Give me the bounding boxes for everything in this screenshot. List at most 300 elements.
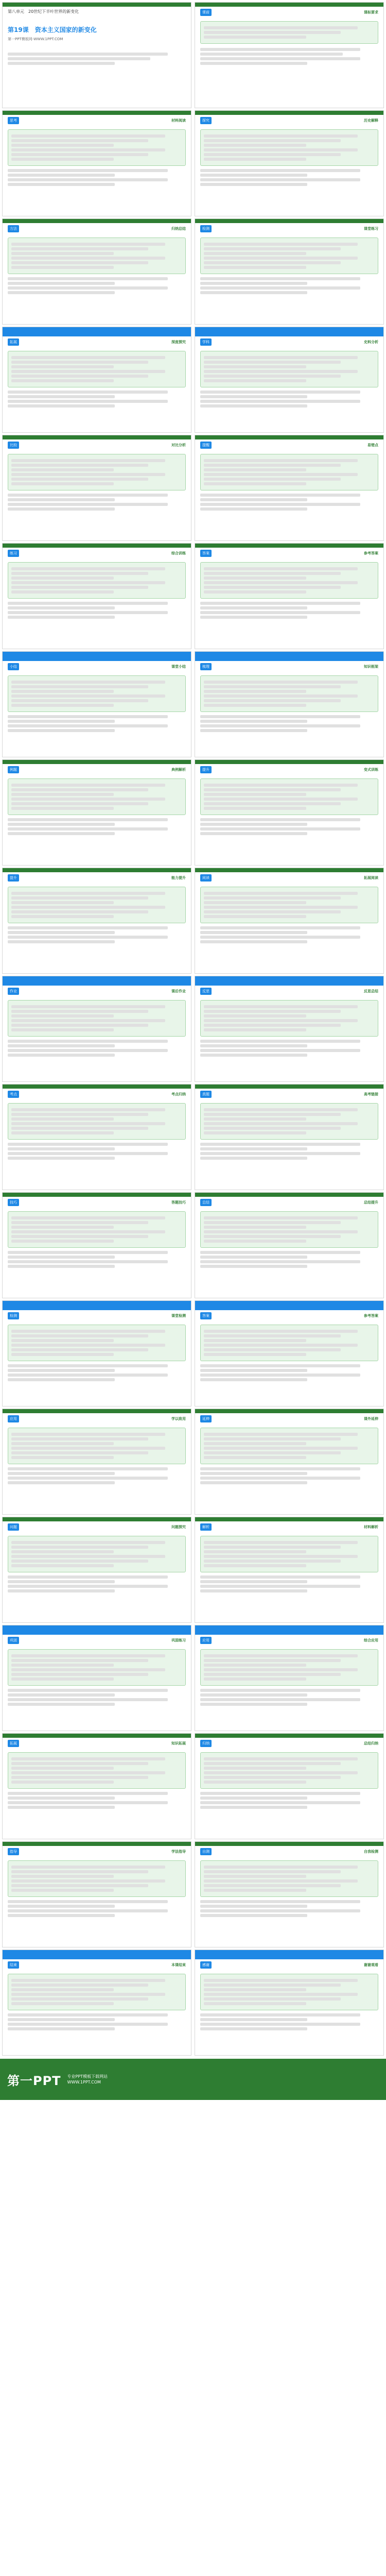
text-line [11,1673,148,1676]
text-line [200,183,307,186]
content-box [8,1536,186,1572]
text-line [200,57,360,60]
slide-badge: 自测 [200,1848,212,1855]
content-box [8,1649,186,1686]
slide-left [2,759,191,866]
text-line [204,690,306,693]
text-line [11,468,114,471]
top-bar [195,652,383,661]
text-line [204,590,306,594]
text-line [204,685,341,688]
slide-title: 课堂练习 [364,227,378,231]
text-line [8,2013,168,2016]
text-line [11,1866,165,1869]
text-line [8,1054,115,1057]
text-line [11,139,148,142]
text-line [204,1005,358,1008]
text-line [8,391,168,394]
text-line [200,62,307,65]
content-box [200,1211,378,1248]
more-lines [200,1575,378,1592]
slide-title: 知识框架 [364,665,378,669]
content-box [200,1325,378,1361]
text-line [8,606,115,609]
content-box [200,238,378,274]
slide-content [3,234,191,299]
more-lines [200,1040,378,1057]
slide-badge: 思考 [8,117,19,124]
slide-row [0,1515,386,1623]
slide-content [195,1971,383,2035]
text-line [8,1049,168,1052]
text-line [11,148,165,151]
text-line [11,1216,165,1219]
text-line [11,906,165,909]
text-line [204,892,358,895]
text-line [11,1330,165,1333]
slide-left [2,327,191,433]
slide-hdr [195,1413,383,1425]
top-bar [3,219,191,223]
text-line [200,1152,360,1155]
slide-hdr [3,7,191,16]
overview-badge: 课前 [200,9,212,16]
content-box [200,129,378,166]
text-line [11,356,165,359]
content-box [200,1536,378,1572]
slide-badge: 技巧 [8,1199,19,1206]
top-bar [3,1301,191,1310]
text-line [11,581,165,584]
slide-hdr [195,7,383,18]
more-lines [8,1467,186,1484]
text-line [11,798,165,801]
text-line [204,1131,306,1134]
text-line [200,715,360,718]
text-line [11,1984,148,1987]
text-line [204,1348,341,1351]
slide-content [195,18,383,70]
text-line [200,1481,307,1484]
text-line [8,602,168,605]
slide-title: 总结归纳 [364,1741,378,1745]
text-line [200,1905,307,1908]
text-line [204,26,358,29]
text-line [204,577,306,580]
more-lines [200,494,378,511]
slide-content [195,1749,383,1814]
placeholder-lines [200,48,378,65]
text-line [11,252,114,255]
slide-badge: 应用 [8,1415,19,1422]
text-line [8,1157,115,1160]
text-line [204,1654,358,1657]
text-line [11,1226,114,1229]
text-line [11,1776,148,1779]
slide-hdr [195,336,383,348]
text-line [204,910,341,913]
slide-badge: 作业 [8,988,19,995]
text-line [204,704,306,707]
text-line [200,2018,307,2021]
top-bar [3,544,191,548]
text-line [11,1117,114,1121]
text-line [200,1054,307,1057]
slide-badge: 梳理 [200,663,212,670]
text-line [204,464,341,467]
text-line [8,1143,168,1146]
slide-right [195,868,384,974]
slide-title: 材料阅读 [171,118,186,123]
text-line [204,1113,341,1116]
slide-badge: 考点 [8,1091,19,1098]
text-line [204,1226,306,1229]
text-line [204,1127,341,1130]
text-line [11,1541,165,1544]
text-line [8,1689,168,1692]
more-lines [200,1792,378,1809]
top-bar [195,111,383,115]
text-line [11,134,165,138]
slide-badge: 总结 [200,1199,212,1206]
more-lines [8,818,186,835]
content-box [200,1752,378,1789]
slide-left [2,543,191,649]
text-line [8,1152,168,1155]
top-bar [195,1842,383,1846]
text-line [11,1762,148,1765]
more-lines [200,1251,378,1268]
text-line [8,286,168,290]
top-bar [195,868,383,872]
slide-badge: 真题 [200,1091,212,1098]
slide-badge: 拓展 [8,338,19,346]
slide-rows [0,108,386,2056]
slide-content [195,1857,383,1922]
text-line [8,395,115,398]
text-line [204,144,306,147]
slide-badge: 感谢 [200,1961,212,1969]
slide-title: 参考答案 [364,1314,378,1318]
content-box [200,1974,378,2010]
slide-row [0,1298,386,1406]
slide-left [2,651,191,757]
top-bar [3,1193,191,1197]
text-line [8,1378,115,1381]
text-line [204,1781,306,1784]
slide-title [2,2,191,108]
text-line [11,590,114,594]
text-line [11,473,165,476]
text-line [204,1541,358,1544]
text-line [200,291,307,294]
text-line [11,365,114,368]
text-line [8,404,115,408]
text-line [11,1757,165,1760]
slide-content [3,451,191,515]
text-line [11,699,148,702]
text-line [8,1585,168,1588]
text-line [8,1260,168,1263]
text-line [11,690,114,693]
text-line [200,48,360,51]
slide-hdr [3,1310,191,1321]
text-line [8,1044,115,1047]
text-line [200,1914,307,1917]
slide-left [2,868,191,974]
text-line [204,266,306,269]
text-line [8,1909,168,1912]
text-line [11,685,148,688]
top-bar [3,976,191,986]
slide-hdr [195,1635,383,1646]
text-line [200,1251,360,1254]
text-line [200,611,360,614]
text-line [204,1437,341,1440]
content-box [200,351,378,387]
text-line [204,1447,358,1450]
slide-hdr [195,1310,383,1321]
slide-hdr [195,223,383,234]
slide-hdr [3,1521,191,1533]
slide-row-header [0,0,386,108]
text-line [204,365,306,368]
text-line [11,1437,148,1440]
more-lines [200,818,378,835]
content-box [8,1103,186,1140]
text-line [200,169,360,172]
text-line [200,832,307,835]
more-lines [8,715,186,732]
text-line [204,1546,341,1549]
text-line [204,1659,341,1662]
text-line [200,1472,307,1475]
slide-left [2,218,191,325]
slide-content [3,775,191,840]
slide-right [195,327,384,433]
text-line [200,616,307,619]
slide-badge: 方法 [8,225,19,232]
text-line [204,1235,341,1238]
slide-hdr [3,1959,191,1971]
top-bar [3,652,191,661]
slide-hdr [195,115,383,126]
text-line [8,1374,168,1377]
text-line [204,1024,341,1027]
slide-row [0,216,386,325]
text-line [11,788,148,791]
text-line [11,1014,114,1018]
text-line [8,611,168,614]
top-bar [195,544,383,548]
more-lines [8,1689,186,1706]
more-lines [8,1251,186,1268]
text-line [11,257,165,260]
text-line [200,1374,360,1377]
slide-row [0,1947,386,2056]
text-line [200,1585,360,1588]
text-line [200,282,307,285]
text-line [8,1806,115,1809]
text-line [11,1113,148,1116]
slide-hdr [195,1521,383,1533]
slide-right [195,1192,384,1298]
slide-title: 课堂小结 [171,665,186,669]
slide-title: 对比分析 [171,443,186,447]
slide-right [195,435,384,541]
top-bar [3,1842,191,1846]
content-box [200,1428,378,1464]
more-lines [200,926,378,943]
text-line [8,1040,168,1043]
text-line [11,1997,148,2001]
text-line [11,572,148,575]
text-line [200,606,307,609]
text-line [204,1339,306,1342]
text-line [200,936,360,939]
text-line [11,1005,165,1008]
content-box [8,1325,186,1361]
placeholder-lines [8,53,186,65]
text-line [8,503,168,506]
text-line [11,1889,114,1892]
slide-row [0,541,386,649]
slide-hdr [3,1738,191,1749]
text-line [11,1433,165,1436]
text-line [204,1889,306,1892]
slide-row [0,1406,386,1515]
slide-title: 课外延伸 [364,1417,378,1421]
text-line [11,892,165,895]
text-line [8,1792,168,1795]
text-line [11,910,148,913]
text-line [8,1147,115,1150]
text-line [11,1659,148,1662]
slide-left [2,1950,191,2056]
top-bar [3,111,191,115]
text-line [200,818,360,821]
text-line [11,1993,165,1996]
text-line [204,1451,341,1454]
text-line [200,498,307,501]
text-line [11,567,165,570]
text-line [200,1364,360,1367]
top-bar [3,1409,191,1413]
content-box [200,562,378,599]
text-line [204,694,358,698]
text-line [200,1040,360,1043]
text-line [11,896,148,900]
text-line [204,1997,341,2001]
text-line [200,277,360,280]
text-line [204,1028,306,1031]
text-line [11,1546,148,1549]
more-lines [8,1575,186,1592]
text-line [200,1260,360,1263]
text-line [11,361,148,364]
text-line [204,1677,306,1681]
slide-title: 归纳总结 [171,227,186,231]
text-line [204,158,306,161]
slide-content [195,1646,383,1710]
footer-tag [67,2074,108,2085]
slide-content [3,1646,191,1710]
slide-title: 知识拓展 [171,1741,186,1745]
text-line [11,1339,114,1342]
slide-content [3,1208,191,1273]
slide-title: 综合训练 [171,551,186,555]
text-line [11,784,165,787]
text-line [204,681,358,684]
text-line [11,1555,165,1558]
text-line [8,1580,115,1583]
footer-line2: WWW.1PPT.COM [67,2080,101,2084]
text-line [11,1664,114,1667]
text-line [204,257,358,260]
text-line [200,1369,307,1372]
slide-hdr [3,439,191,451]
slide-badge: 应用 [200,1637,212,1644]
text-line [11,1353,114,1356]
text-line [11,1879,165,1883]
slide-content [3,1100,191,1164]
text-line [204,1988,306,1991]
text-line [200,1703,307,1706]
top-bar [3,327,191,336]
slide-left [2,976,191,1082]
slide-row [0,974,386,1082]
content-box [200,454,378,490]
text-line [8,1801,168,1804]
slide-row [0,1839,386,1947]
slide-hdr [3,986,191,997]
text-line [200,1792,360,1795]
slide-title: 本课结束 [171,1963,186,1967]
slide-right [195,1409,384,1515]
text-line [204,243,358,246]
text-line [8,715,168,718]
text-line [8,1693,115,1697]
more-lines [200,2013,378,2030]
text-line [8,174,115,177]
text-line [200,1467,360,1470]
text-line [204,375,341,378]
text-line [200,940,307,943]
slide-overview [195,2,384,108]
text-line [204,1353,306,1356]
text-line [8,1575,168,1579]
text-line [11,1884,148,1887]
slide-content [3,672,191,737]
text-line [11,247,148,250]
text-line [11,266,114,269]
text-line [11,370,165,373]
text-line [200,1589,307,1592]
slide-content [3,1857,191,1922]
text-line [8,1256,115,1259]
text-line [11,1560,148,1563]
more-lines [200,1143,378,1160]
text-line [8,1900,168,1903]
more-lines [8,494,186,511]
slide-title: 自我检测 [364,1850,378,1854]
text-line [204,1456,306,1459]
slide-content [195,775,383,840]
text-line [11,158,114,161]
text-line [8,827,168,831]
text-line [200,2027,307,2030]
text-line [204,793,306,796]
